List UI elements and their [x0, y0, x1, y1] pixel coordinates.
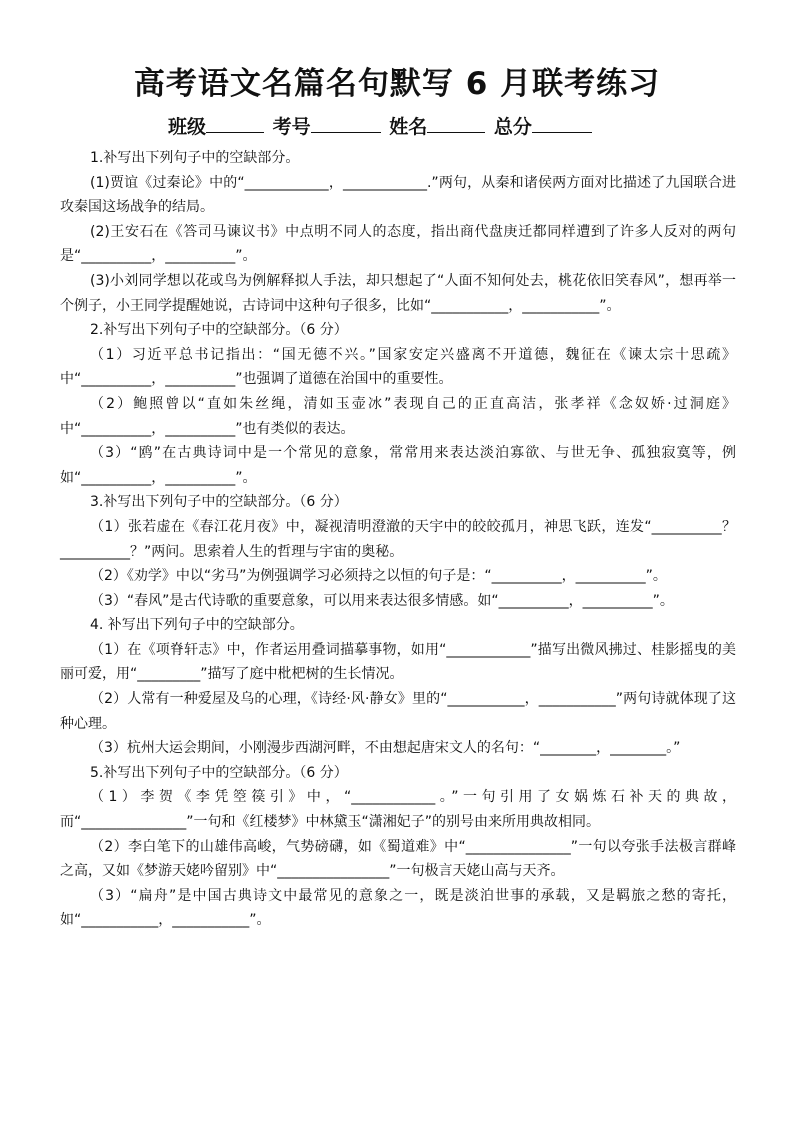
question-item: （2）李白笔下的山雄伟高峻，气势磅礴，如《蜀道难》中“_______________”一句以夸张手法极言群峰之高，又如《梦游天姥吟留别》中“________________”一句极言天姥山高与天齐。	[60, 838, 736, 880]
exercise-body	[60, 146, 736, 933]
question-item: （2）人常有一种爱屋及乌的心理，《诗经·风·静女》里的“___________，___________”两句诗就体现了这种心理。	[60, 691, 736, 732]
page-title: 高考语文名篇名句默写 6 月联考练习	[133, 66, 661, 102]
section-heading: 5.补写出下列句子中的空缺部分。（6 分）	[90, 764, 348, 781]
exam-number-label: 考号	[272, 116, 311, 138]
class-blank	[206, 114, 264, 133]
question-item: （3）“鸥”在古典诗词中是一个常见的意象，常常用来表达淡泊寡欲、与世无争、孤独寂寞等，例如“__________，__________”。	[60, 445, 736, 486]
question-item: (2)王安石在《答司马谏议书》中点明不同人的态度，指出商代盘庚迁都同样遭到了许多人反对的两句是“__________，__________”。	[60, 223, 736, 265]
question-item: （3）“扁舟”是中国古典诗文中最常见的意象之一，既是淡泊世事的承载，又是羁旅之愁的寄托，如“___________，___________”。	[60, 887, 736, 929]
section-heading: 3.补写出下列句子中的空缺部分。（6 分）	[90, 494, 348, 511]
section-heading: 2.补写出下列句子中的空缺部分。（6 分）	[90, 322, 348, 339]
section-heading: 4. 补写出下列句子中的空缺部分。	[90, 617, 304, 634]
question-item: (1)贾谊《过秦论》中的“____________，____________.”两句，从秦和诸侯两方面对比描述了九国联合进攻秦国这场战争的结局。	[60, 174, 736, 216]
question-item: （2）鲍照曾以“直如朱丝绳，清如玉壶冰”表现自己的正直高洁，张孝祥《念奴娇·过洞庭》中“__________，__________”也有类似的表达。	[60, 395, 736, 437]
name-label: 姓名	[389, 116, 428, 138]
total-score-label: 总分	[493, 116, 532, 138]
exam-number-blank	[311, 114, 381, 133]
question-item: （1）张若虚在《春江花月夜》中，凝视清明澄澈的天宇中的皎皎孤月，神思飞跃，连发“__________？__________？”两问。思索着人生的哲理与宇宙的奥秘。	[60, 518, 736, 560]
class-label: 班级	[168, 116, 207, 138]
question-item: （1）在《项脊轩志》中，作者运用叠词描摹事物，如用“____________”描写出微风拂过、桂影摇曳的美丽可爱，用“_________”描写了庭中枇杷树的生长情况。	[60, 641, 736, 683]
question-item: (3)小刘同学想以花或鸟为例解释拟人手法，却只想起了“人面不知何处去，桃花依旧笑春风”，想再举一个例子，小王同学提醒她说，古诗词中这种句子很多，比如“___________，___________”。	[60, 272, 736, 314]
student-info-line	[168, 112, 594, 139]
section-heading: 1.补写出下列句子中的空缺部分。	[90, 150, 300, 166]
name-blank	[427, 114, 485, 133]
question-item: （3）杭州大运会期间，小刚漫步西湖河畔，不由想起唐宋文人的名句：“________，________。”	[90, 740, 681, 757]
question-item: （1）习近平总书记指出：“国无德不兴。”国家安定兴盛离不开道德，魏征在《谏太宗十思疏》中“__________，__________”也强调了道德在治国中的重要性。	[60, 346, 736, 388]
question-item: （3）“春风”是古代诗歌的重要意象，可以用来表达很多情感。如“__________，__________”。	[90, 592, 674, 609]
question-item: （1）李贺《李凭箜篌引》中，“____________。”一句引用了女娲炼石补天的典故，而“_______________”一句和《红楼梦》中林黛玉“潇湘妃子”的别号由来所用典故相同。	[60, 789, 736, 831]
question-item: （2）《劝学》中以“劣马”为例强调学习必须持之以恒的句子是：“__________，__________”。	[90, 568, 667, 585]
total-score-blank	[532, 114, 592, 133]
